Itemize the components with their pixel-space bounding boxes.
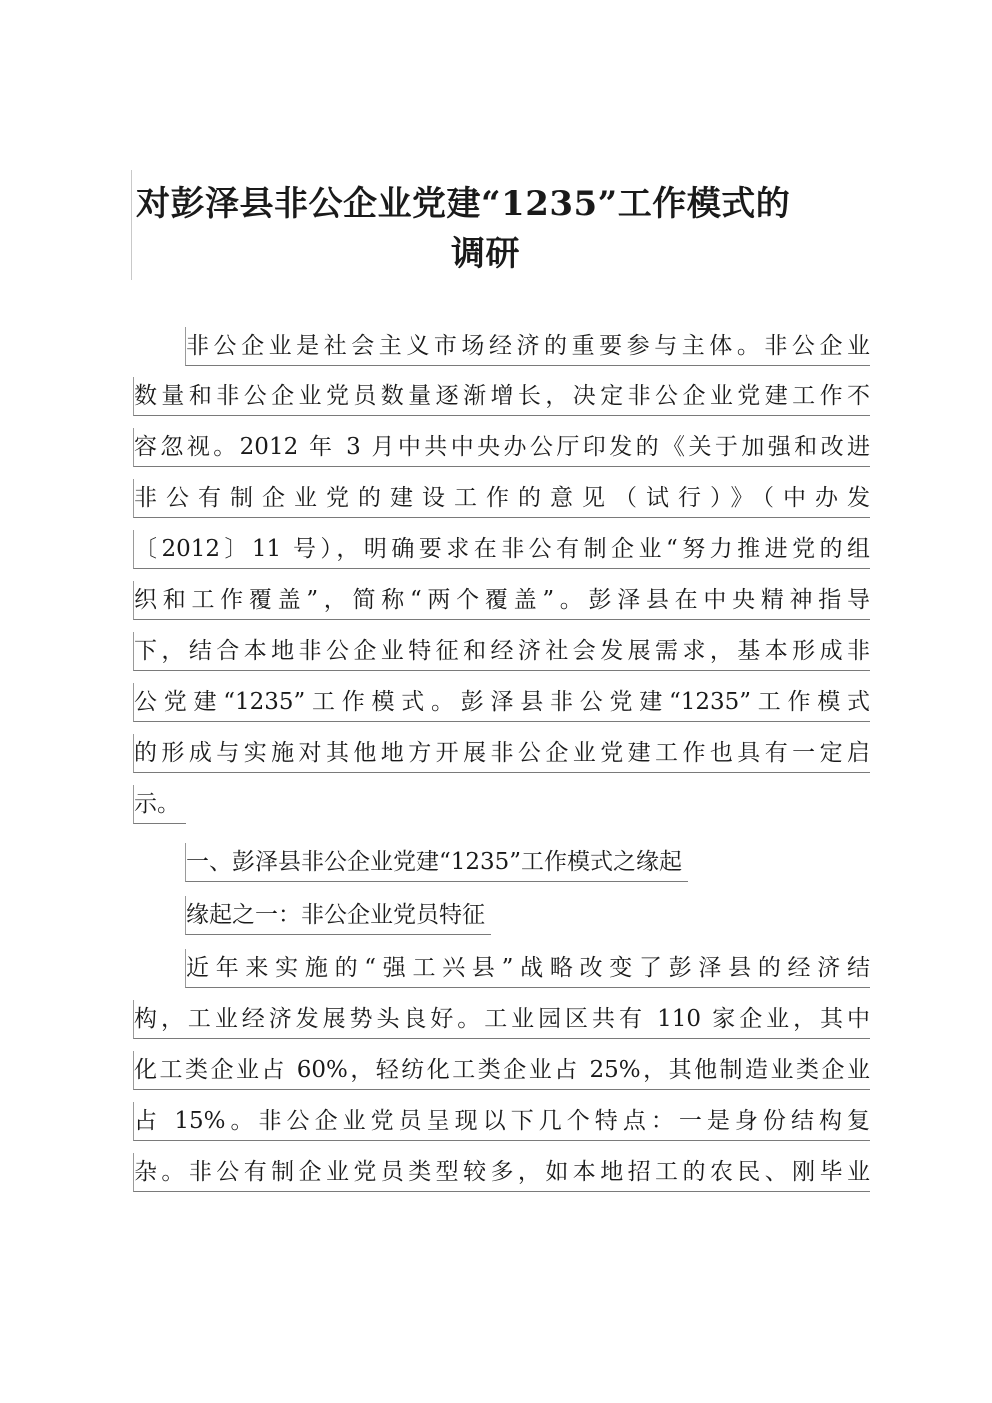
paragraph2-line: 近年来实施的“强工兴县”战略改变了彭泽县的经济结 — [185, 949, 870, 988]
paragraph1-line: 容忽视。2012 年 3 月中共中央办公厅印发的《关于加强和改进 — [133, 428, 870, 467]
paragraph1-line: 织和工作覆盖”，简称“两个覆盖”。彭泽县在中央精神指导 — [133, 581, 870, 620]
title-line-2: 调研 — [451, 234, 520, 274]
paragraph1-line: 公党建“1235”工作模式。彭泽县非公党建“1235”工作模式 — [133, 683, 870, 722]
paragraph1-line: 非公企业是社会主义市场经济的重要参与主体。非公企业 — [185, 327, 870, 366]
paragraph1-line: 数量和非公企业党员数量逐渐增长，决定非公企业党建工作不 — [133, 377, 870, 416]
paragraph1-line: 下，结合本地非公企业特征和经济社会发展需求，基本形成非 — [133, 632, 870, 671]
section-heading: 一、彭泽县非公企业党建“1235”工作模式之缘起 — [185, 843, 688, 882]
paragraph2-line: 杂。非公有制企业党员类型较多，如本地招工的农民、刚毕业 — [133, 1153, 870, 1192]
title-block — [131, 170, 872, 280]
paragraph2-line: 化工类企业占 60%，轻纺化工类企业占 25%，其他制造业类企业 — [133, 1051, 870, 1090]
paragraph2-line: 构，工业经济发展势头良好。工业园区共有 110 家企业，其中 — [133, 1000, 870, 1039]
paragraph1-line: 非公有制企业党的建设工作的意见（试行）》（中办发 — [133, 479, 870, 518]
paragraph1-line: 的形成与实施对其他地方开展非公企业党建工作也具有一定启 — [133, 734, 870, 773]
paragraph1-line: 示。 — [133, 785, 186, 824]
paragraph2-line: 占 15%。非公企业党员呈现以下几个特点：一是身份结构复 — [133, 1102, 870, 1141]
paragraph1-line: 〔2012〕11 号），明确要求在非公有制企业“努力推进党的组 — [133, 530, 870, 569]
title-line-1: 对彭泽县非公企业党建“1235”工作模式的 — [136, 184, 791, 224]
subsection-heading: 缘起之一：非公企业党员特征 — [185, 896, 491, 935]
